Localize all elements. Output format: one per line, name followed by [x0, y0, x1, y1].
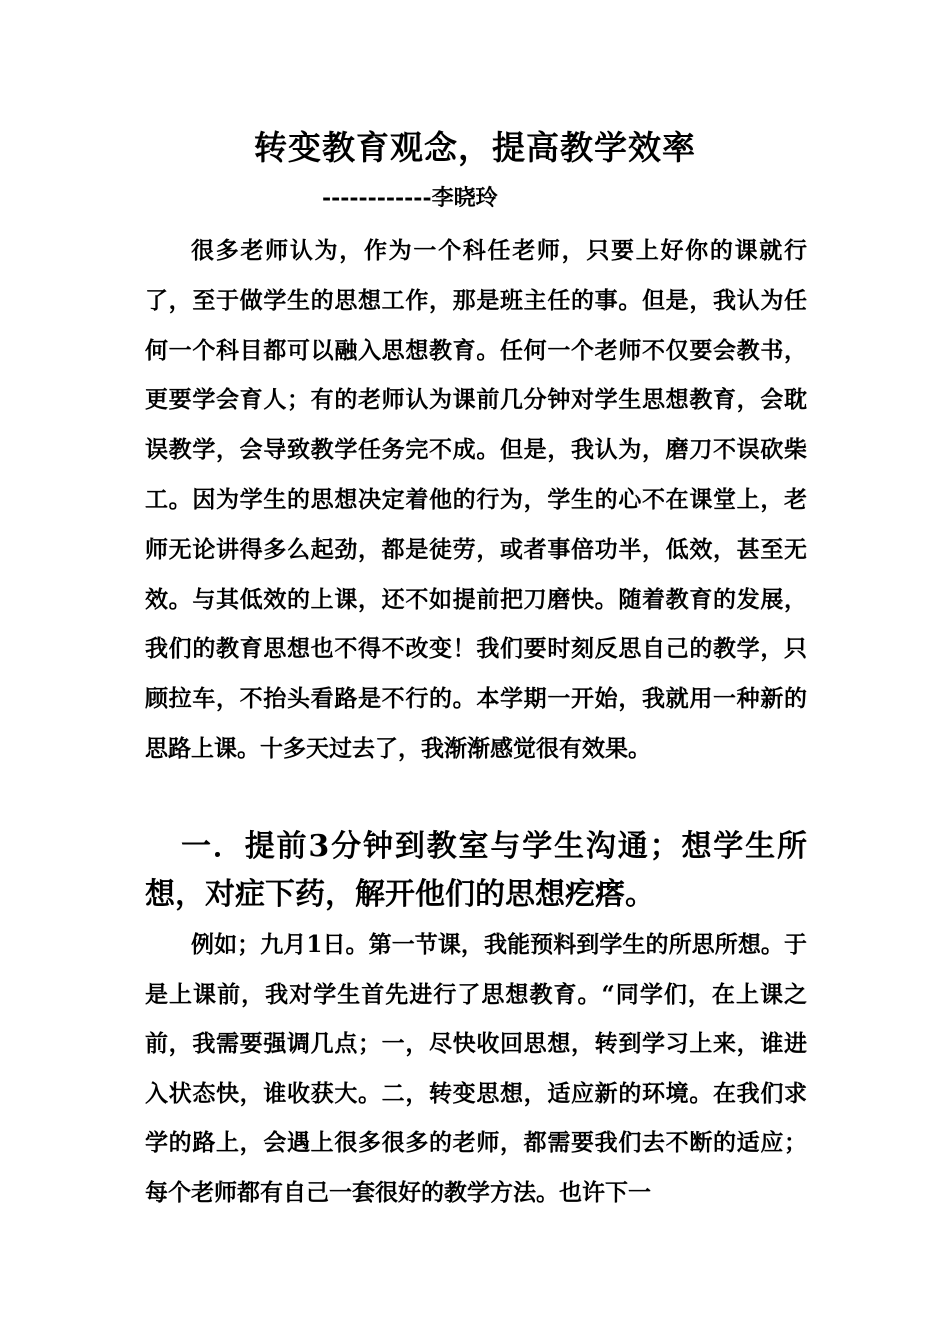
section-heading: 一．提前3分钟到教室与学生沟通；想学生所想，对症下药，解开他们的思想疙瘩。 — [145, 829, 807, 912]
body-paragraph: 很多老师认为，作为一个科任老师，只要上好你的课就行了，至于做学生的思想工作，那是班主任的事。但是，我认为任何一个科目都可以融入思想教育。任何一个老师不仅要会教书，更要学会育人；有的老师认为课前几分钟对学生思想教育，会耽误教学，会导致教学任务完不成。但是，我认为，磨刀不误砍柴工。因为学生的思想决定着他的行为，学生的心不在课堂上，老师无论讲得多么起劲，都是徒劳，或者事倍功半，低效，甚至无效。与其低效的上课，还不如提前把刀磨快。随着教育的发展，我们的教育思想也不得不改变！我们要时刻反思自己的教学，只顾拉车，不抬头看路是不行的。本学期一开始，我就用一种新的思路上课。十多天过去了，我渐渐感觉很有效果。 — [145, 237, 807, 762]
document-title: 转变教育观念，提高教学效率 — [254, 128, 696, 167]
author-line: ------------李晓玲 — [322, 185, 498, 211]
body-paragraph: 例如；九月1日。第一节课，我能预料到学生的所思所想。于是上课前，我对学生首先进行了思想教育。“同学们，在上课之前，我需要强调几点；一，尽快收回思想，转到学习上来，谁进入状态快，谁收获大。二，转变思想，适应新的环境。在我们求学的路上，会遇上很多很多的老师，都需要我们去不断的适应；每个老师都有自己一套很好的教学方法。也许下一 — [145, 931, 807, 1206]
